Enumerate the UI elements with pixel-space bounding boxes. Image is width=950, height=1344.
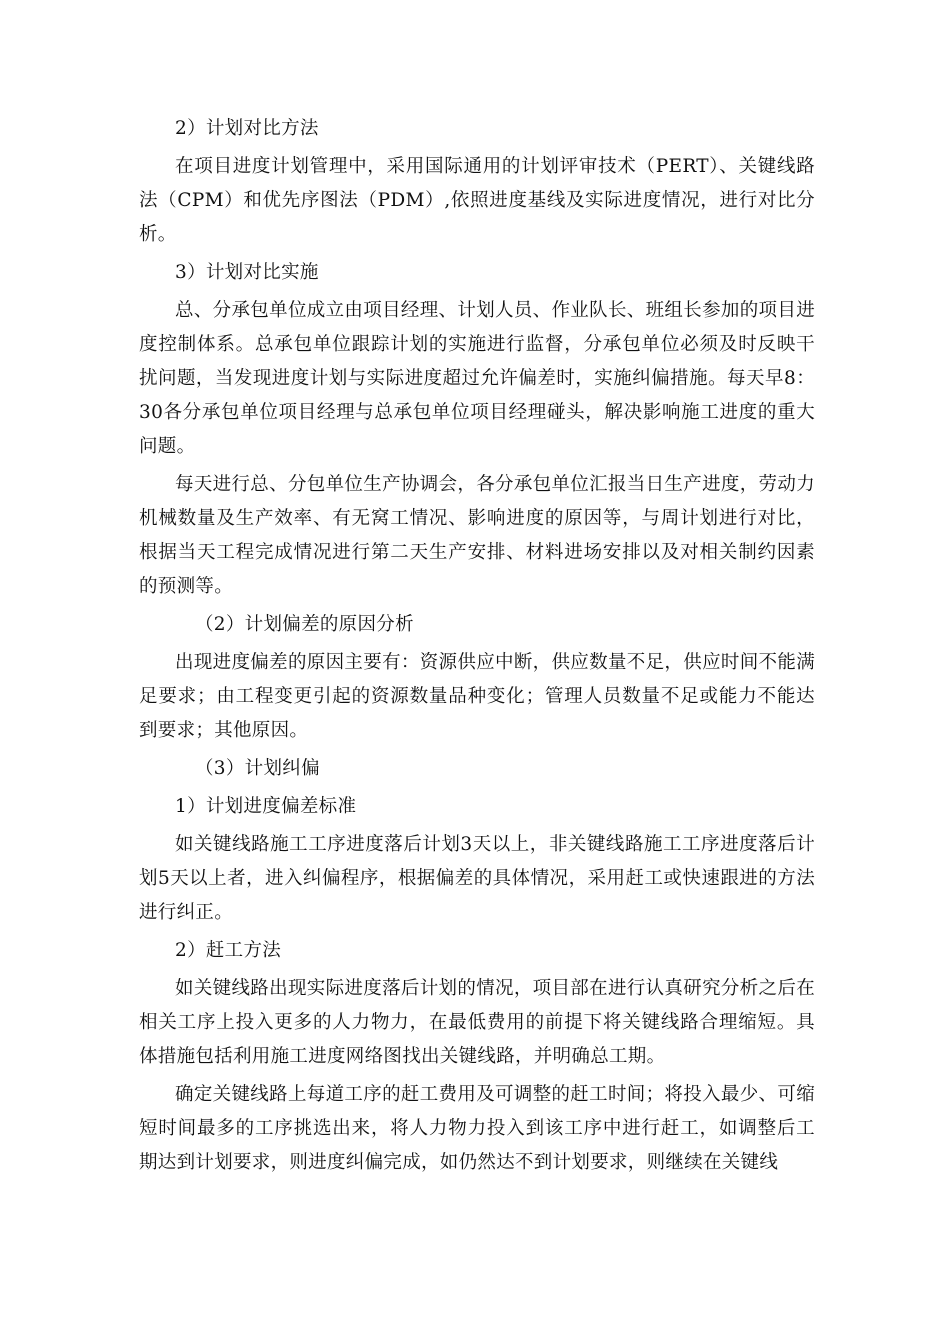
paragraph-deviation-causes: 出现进度偏差的原因主要有：资源供应中断，供应数量不足，供应时间不能满足要求；由工程变更引起的资源数量品种变化；管理人员数量不足或能力不能达到要求；其他原因。 [139,652,815,741]
paragraph-crashing-method: 如关键线路出现实际进度落后计划的情况，项目部在进行认真研究分析之后在相关工序上投入更多的人力物力，在最低费用的前提下将关键线路合理缩短。具体措施包括利用施工进度网络图找出关键线路，并明确总工期。 [139,978,815,1067]
document-body [139,112,815,1184]
paragraph-daily-coordination-meeting: 每天进行总、分包单位生产协调会，各分承包单位汇报当日生产进度，劳动力机械数量及生产效率、有无窝工情况、影响进度的原因等，与周计划进行对比，根据当天工程完成情况进行第二天生产安排、材料进场安排以及对相关制约因素的预测等。 [139,474,815,597]
subheading-plan-comparison-implementation: 3）计划对比实施 [175,262,319,283]
section-heading-plan-correction: （3）计划纠偏 [195,758,320,779]
section-heading-deviation-causes: （2）计划偏差的原因分析 [195,614,414,635]
paragraph-deviation-standard: 如关键线路施工工序进度落后计划3天以上，非关键线路施工工序进度落后计划5天以上者，进入纠偏程序，根据偏差的具体情况，采用赶工或快速跟进的方法进行纠正。 [139,834,815,923]
subheading-crashing-method: 2）赶工方法 [175,940,282,961]
subheading-deviation-standard: 1）计划进度偏差标准 [175,796,357,817]
subheading-plan-comparison-method: 2）计划对比方法 [175,118,319,139]
paragraph-crashing-cost: 确定关键线路上每道工序的赶工费用及可调整的赶工时间；将投入最少、可缩短时间最多的工序挑选出来，将人力物力投入到该工序中进行赶工，如调整后工期达到计划要求，则进度纠偏完成，如仍然达不到计划要求，则继续在关键线 [139,1084,815,1173]
paragraph-progress-control-system: 总、分承包单位成立由项目经理、计划人员、作业队长、班组长参加的项目进度控制体系。总承包单位跟踪计划的实施进行监督，分承包单位必须及时反映干扰问题，当发现进度计划与实际进度超过允许偏差时，实施纠偏措施。每天早8：30各分承包单位项目经理与总承包单位项目经理碰头，解决影响施工进度的重大问题。 [139,300,815,457]
paragraph-comparison-method: 在项目进度计划管理中，采用国际通用的计划评审技术（PERT）、关键线路法（CPM）和优先序图法（PDM）,依照进度基线及实际进度情况，进行对比分析。 [139,156,815,245]
